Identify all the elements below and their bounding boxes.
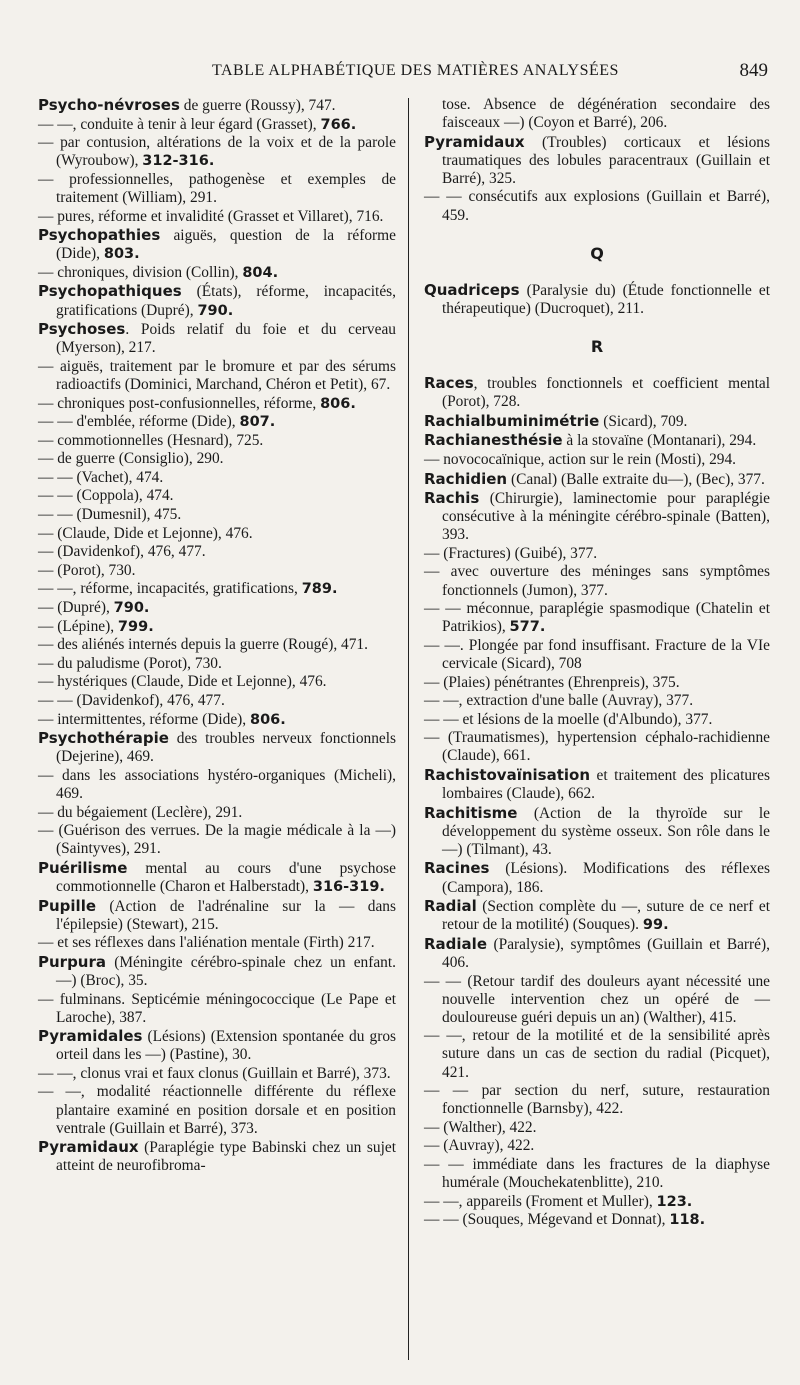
entry-text: — de guerre (Consiglio), 290. — [38, 450, 224, 468]
entry-text: et traitement des plicatures lombaires (Claude), 662. — [442, 767, 770, 803]
index-entry — [38, 804, 396, 822]
index-entry — [424, 973, 770, 1027]
entry-text: mental au cours d'une psychose commotionnelle (Charon et Halberstadt), — [56, 859, 396, 895]
index-entry — [38, 934, 396, 952]
entry-text: (Action de l'adrénaline sur la — dans l'épilepsie) (Stewart), 215. — [56, 897, 396, 933]
entry-text: — du bégaiement (Leclère), 291. — [38, 803, 243, 821]
entry-page-ref: 807. — [239, 414, 276, 431]
running-title: TABLE ALPHABÉTIQUE DES MATIÈRES ANALYSÉES — [212, 62, 619, 79]
entry-headword: Rachianesthésie — [424, 431, 563, 450]
index-entry — [38, 506, 396, 524]
entry-page-ref: 316-319. — [312, 878, 385, 895]
entry-text: — — immédiate dans les fractures de la diaphyse humérale (Mouchekatenblitte), 210. — [424, 1155, 770, 1192]
entry-headword: Races — [424, 374, 474, 393]
index-entry — [424, 1119, 770, 1137]
index-entry — [424, 935, 770, 972]
index-entry — [38, 395, 396, 413]
index-entry — [424, 281, 770, 318]
entry-headword: Pupille — [38, 896, 97, 915]
index-entry — [38, 618, 396, 636]
entry-text: — —, réforme, incapacités, gratifications, — [38, 580, 302, 598]
entry-text: (Paralysie), symptômes (Guillain et Barré), 406. — [442, 935, 770, 971]
entry-page-ref: 312-316. — [142, 153, 215, 170]
entry-page-ref: 790. — [197, 302, 234, 319]
entry-text: — et ses réflexes dans l'aliénation mentale (Firth) 217. — [38, 934, 375, 952]
index-entry — [38, 692, 396, 710]
entry-text: tose. Absence de dégénération secondaire des faisceaux —) (Coyon et Barré), 206. — [442, 96, 770, 132]
entry-page-ref: 123. — [656, 1193, 693, 1210]
entry-text: — (Plaies) pénétrantes (Ehrenpreis), 375. — [424, 673, 680, 691]
entry-text: — intermittentes, réforme (Dide), — [38, 710, 250, 728]
index-entry — [38, 413, 396, 431]
entry-text: des troubles nerveux fonctionnels (Dejerine), 469. — [56, 730, 396, 766]
entry-text: (Chirurgie), laminectomie pour paraplégie consécutive à la méningite cérébro-spinale (Batten), 393. — [442, 490, 770, 544]
entry-text: — — (Dumesnil), 475. — [38, 506, 182, 524]
entry-page-ref: 804. — [242, 264, 279, 281]
entry-text: — — (Davidenkof), 476, 477. — [38, 692, 225, 709]
entry-text: — — méconnue, paraplégie spasmodique (Chatelin et Patrikios), — [424, 600, 770, 636]
index-entry — [38, 525, 396, 543]
entry-text: — fulminans. Septicémie méningococcique (Le Pape et Laroche), 387. — [38, 990, 396, 1026]
entry-page-ref: 803. — [103, 246, 140, 263]
entry-text: (Lésions) (Extension spontanée du gros orteil dans les —) (Pastine), 30. — [56, 1028, 396, 1064]
index-entry — [424, 563, 770, 599]
entry-headword: Rachitisme — [424, 803, 518, 822]
entry-page-ref: 789. — [301, 581, 338, 598]
entry-text: à la stovaïne (Montanari), 294. — [562, 432, 757, 450]
index-entry — [38, 487, 396, 505]
entry-text: (Canal) (Balle extraite du—), (Bec), 377. — [507, 470, 765, 488]
entry-text: — dans les associations hystéro-organiques (Micheli), 469. — [38, 766, 396, 802]
index-entry — [424, 431, 770, 450]
section-letter: Q — [590, 243, 604, 263]
index-entry — [38, 134, 396, 170]
index-entry — [424, 600, 770, 636]
entry-text: — pures, réforme et invalidité (Grasset et Villaret), 716. — [38, 207, 384, 225]
index-entry — [38, 711, 396, 729]
column-divider — [408, 98, 409, 1360]
index-entry — [424, 188, 770, 224]
entry-text: — —, extraction d'une balle (Auvray), 377. — [424, 692, 694, 710]
entry-text: — commotionnelles (Hesnard), 725. — [38, 431, 264, 449]
entry-headword: Psycho-névroses — [38, 96, 180, 114]
index-entry — [38, 673, 396, 691]
left-column — [38, 96, 396, 1176]
entry-text: (Lésions). Modifications des réflexes (Campora), 186. — [442, 860, 770, 896]
entry-text: — — (Retour tardif des douleurs ayant nécessité une nouvelle intervention chez un opéré de — douloureuse guéri depuis un an) (Walther), 415. — [424, 972, 770, 1026]
index-entry — [424, 451, 770, 469]
right-column — [424, 96, 770, 1230]
page-number: 849 — [739, 60, 768, 81]
entry-text: (Action de la thyroïde sur le développement du système osseux. Son rôle dans le —) (Tilmant), 43. — [442, 804, 770, 858]
index-entry — [424, 674, 770, 692]
entry-headword: Quadriceps — [424, 280, 520, 299]
entry-text: — — et lésions de la moelle (d'Albundo), 377. — [424, 710, 713, 728]
entry-page-ref: 806. — [320, 395, 356, 412]
entry-headword: Rachis — [424, 489, 480, 508]
index-entry — [38, 208, 396, 226]
entry-text: — chroniques, division (Collin), — [38, 263, 243, 281]
index-entry — [424, 374, 770, 411]
entry-headword: Psychopathies — [38, 226, 161, 245]
entry-text: — (Fractures) (Guibé), 377. — [424, 544, 598, 562]
index-entry — [38, 96, 396, 115]
index-entry — [38, 171, 396, 207]
section-letter: R — [590, 336, 604, 356]
index-entry — [424, 1156, 770, 1192]
entry-text: de guerre (Roussy), 747. — [179, 97, 336, 114]
index-entry — [424, 897, 770, 934]
entry-headword: Rachistovaïnisation — [424, 766, 590, 784]
entry-headword: Pyramidaux — [424, 132, 525, 151]
entry-text: — — (Vachet), 474. — [38, 468, 164, 486]
entry-page-ref: 118. — [669, 1212, 706, 1229]
entry-text: — aiguës, traitement par le bromure et par des sérums radioactifs (Dominici, Marchand, Chéron et Petit), 67. — [38, 357, 396, 393]
index-entry — [424, 729, 770, 765]
entry-text: . Poids relatif du foie et du cerveau (Myerson), 217. — [56, 321, 396, 357]
index-entry — [38, 116, 396, 134]
index-entry — [38, 320, 396, 357]
entry-text: (Méningite cérébro-spinale chez un enfant. —) (Broc), 35. — [56, 953, 396, 989]
entry-text: — hystériques (Claude, Dide et Lejonne), 476. — [38, 673, 327, 691]
entry-text: — — consécutifs aux explosions (Guillain et Barré), 459. — [424, 188, 770, 224]
entry-text: — (Guérison des verrues. De la magie médicale à la —) (Saintyves), 291. — [38, 822, 396, 858]
entry-text: — professionnelles, pathogenèse et exemples de traitement (William), 291. — [38, 170, 396, 206]
entry-headword: Racines — [424, 859, 490, 878]
entry-page-ref: 790. — [113, 600, 150, 617]
entry-headword: Pyramidaux — [38, 1138, 139, 1157]
index-entry — [424, 470, 770, 489]
entry-headword: Radial — [424, 897, 477, 916]
index-entry — [38, 226, 396, 263]
index-entry — [424, 133, 770, 188]
entry-headword: Psychopathiques — [38, 282, 182, 301]
entry-text: (États), réforme, incapacités, gratifications (Dupré), — [56, 283, 396, 319]
entry-text: — (Dupré), — [38, 599, 114, 617]
index-entry — [38, 358, 396, 394]
entry-headword: Rachialbuminimétrie — [424, 411, 600, 430]
entry-text: — —, conduite à tenir à leur égard (Grasset), — [38, 115, 321, 133]
entry-text: — — d'emblée, réforme (Dide), — [38, 413, 240, 431]
entry-text: — des aliénés internés depuis la guerre (Rougé), 471. — [38, 636, 368, 654]
index-entry — [38, 543, 396, 561]
entry-text: — chroniques post-confusionnelles, réforme, — [38, 394, 321, 412]
entry-text: — — (Coppola), 474. — [38, 487, 174, 505]
entry-headword: Purpura — [38, 952, 107, 971]
index-entry — [38, 562, 396, 580]
index-entry — [424, 692, 770, 710]
entry-text: — —, modalité réactionnelle différente du réflexe plantaire examiné en position dorsale et en position ventrale (Guillain et Barré), 373. — [38, 1083, 396, 1137]
index-entry — [38, 953, 396, 990]
index-entry — [38, 1065, 396, 1083]
index-entry — [38, 599, 396, 617]
entry-text: — (Walther), 422. — [424, 1118, 537, 1136]
index-entry — [38, 991, 396, 1027]
entry-headword: Puérilisme — [38, 858, 128, 877]
entry-text: — (Porot), 730. — [38, 561, 136, 579]
entry-text: — —, appareils (Froment et Muller), — [424, 1192, 657, 1210]
entry-text: — (Davidenkof), 476, 477. — [38, 543, 206, 561]
entry-text: — — par section du nerf, suture, restauration fonctionnelle (Barnsby), 422. — [424, 1082, 770, 1118]
index-entry — [38, 897, 396, 934]
index-entry — [38, 264, 396, 282]
entry-page-ref: 799. — [117, 618, 154, 635]
entry-text: — (Claude, Dide et Lejonne), 476. — [38, 524, 253, 542]
entry-text: — novococaïnique, action sur le rein (Mosti), 294. — [424, 450, 737, 468]
entry-text: — —. Plongée par fond insuffisant. Fracture de la VIe cervicale (Sicard), 708 — [424, 636, 770, 672]
entry-headword: Rachidien — [424, 469, 508, 488]
entry-headword: Psychoses — [38, 320, 126, 339]
entry-text: — —, clonus vrai et faux clonus (Guillain et Barré), 373. — [38, 1064, 391, 1082]
index-entry — [38, 580, 396, 598]
page-header — [40, 60, 768, 88]
index-entry — [38, 636, 396, 654]
entry-text: (Sicard), 709. — [599, 412, 688, 430]
entry-page-ref: 806. — [249, 711, 286, 728]
index-entry — [38, 282, 396, 319]
index-entry — [38, 822, 396, 858]
entry-text: — (Auvray), 422. — [424, 1137, 535, 1155]
index-entry — [38, 655, 396, 673]
entry-text: — (Traumatismes), hypertension céphalo-rachidienne (Claude), 661. — [424, 729, 770, 765]
entry-page-ref: 577. — [509, 619, 546, 636]
index-entry — [38, 432, 396, 450]
index-entry — [424, 1211, 770, 1229]
index-entry — [424, 1193, 770, 1211]
index-entry — [38, 1138, 396, 1175]
index-entry — [424, 1137, 770, 1155]
entry-text: (Troubles) corticaux et lésions traumatiques des lobules paracentraux (Guillain et Barré), 325. — [442, 133, 770, 187]
index-entry — [38, 767, 396, 803]
index-entry — [424, 1027, 770, 1081]
index-entry — [424, 859, 770, 896]
entry-page-ref: 766. — [320, 116, 357, 133]
index-entry — [424, 637, 770, 673]
index-entry — [38, 469, 396, 487]
entry-text: aiguës, question de la réforme (Dide), — [56, 227, 396, 263]
entry-text: — (Lépine), — [38, 617, 118, 635]
entry-text: — par contusion, altérations de la voix et de la parole (Wyroubow), — [38, 134, 396, 170]
index-entry — [424, 412, 770, 431]
index-entry — [38, 450, 396, 468]
entry-text: (Paraplégie type Babinski chez un sujet atteint de neurofibroma- — [56, 1139, 396, 1175]
entry-text: — — (Souques, Mégevand et Donnat), — [424, 1211, 670, 1229]
index-entry — [424, 96, 770, 132]
entry-text: — avec ouverture des méninges sans symptômes fonctionnels (Jumon), 377. — [424, 563, 770, 599]
index-entry — [424, 766, 770, 803]
index-entry — [424, 804, 770, 859]
entry-text: (Section complète du —, suture de ce nerf et retour de la motilité) (Souques). — [442, 898, 770, 934]
index-entry — [38, 1027, 396, 1064]
index-entry — [424, 711, 770, 729]
entry-text: (Paralysie du) (Étude fonctionnelle et thérapeutique) (Ducroquet), 211. — [442, 281, 770, 317]
index-entry — [38, 1083, 396, 1137]
entry-headword: Psychothérapie — [38, 729, 169, 748]
index-entry — [424, 545, 770, 563]
entry-text: — du paludisme (Porot), 730. — [38, 654, 222, 672]
entry-text: — —, retour de la motilité et de la sensibilité après suture dans un cas de section du radial (Picquet), 421. — [424, 1027, 770, 1081]
index-entry — [38, 859, 396, 896]
entry-headword: Radiale — [424, 934, 487, 953]
index-entry — [38, 729, 396, 766]
entry-page-ref: 99. — [642, 917, 669, 934]
index-entry — [424, 489, 770, 544]
index-entry — [424, 1082, 770, 1118]
entry-text: , troubles fonctionnels et coefficient mental (Porot), 728. — [442, 375, 770, 411]
entry-headword: Pyramidales — [38, 1027, 143, 1046]
